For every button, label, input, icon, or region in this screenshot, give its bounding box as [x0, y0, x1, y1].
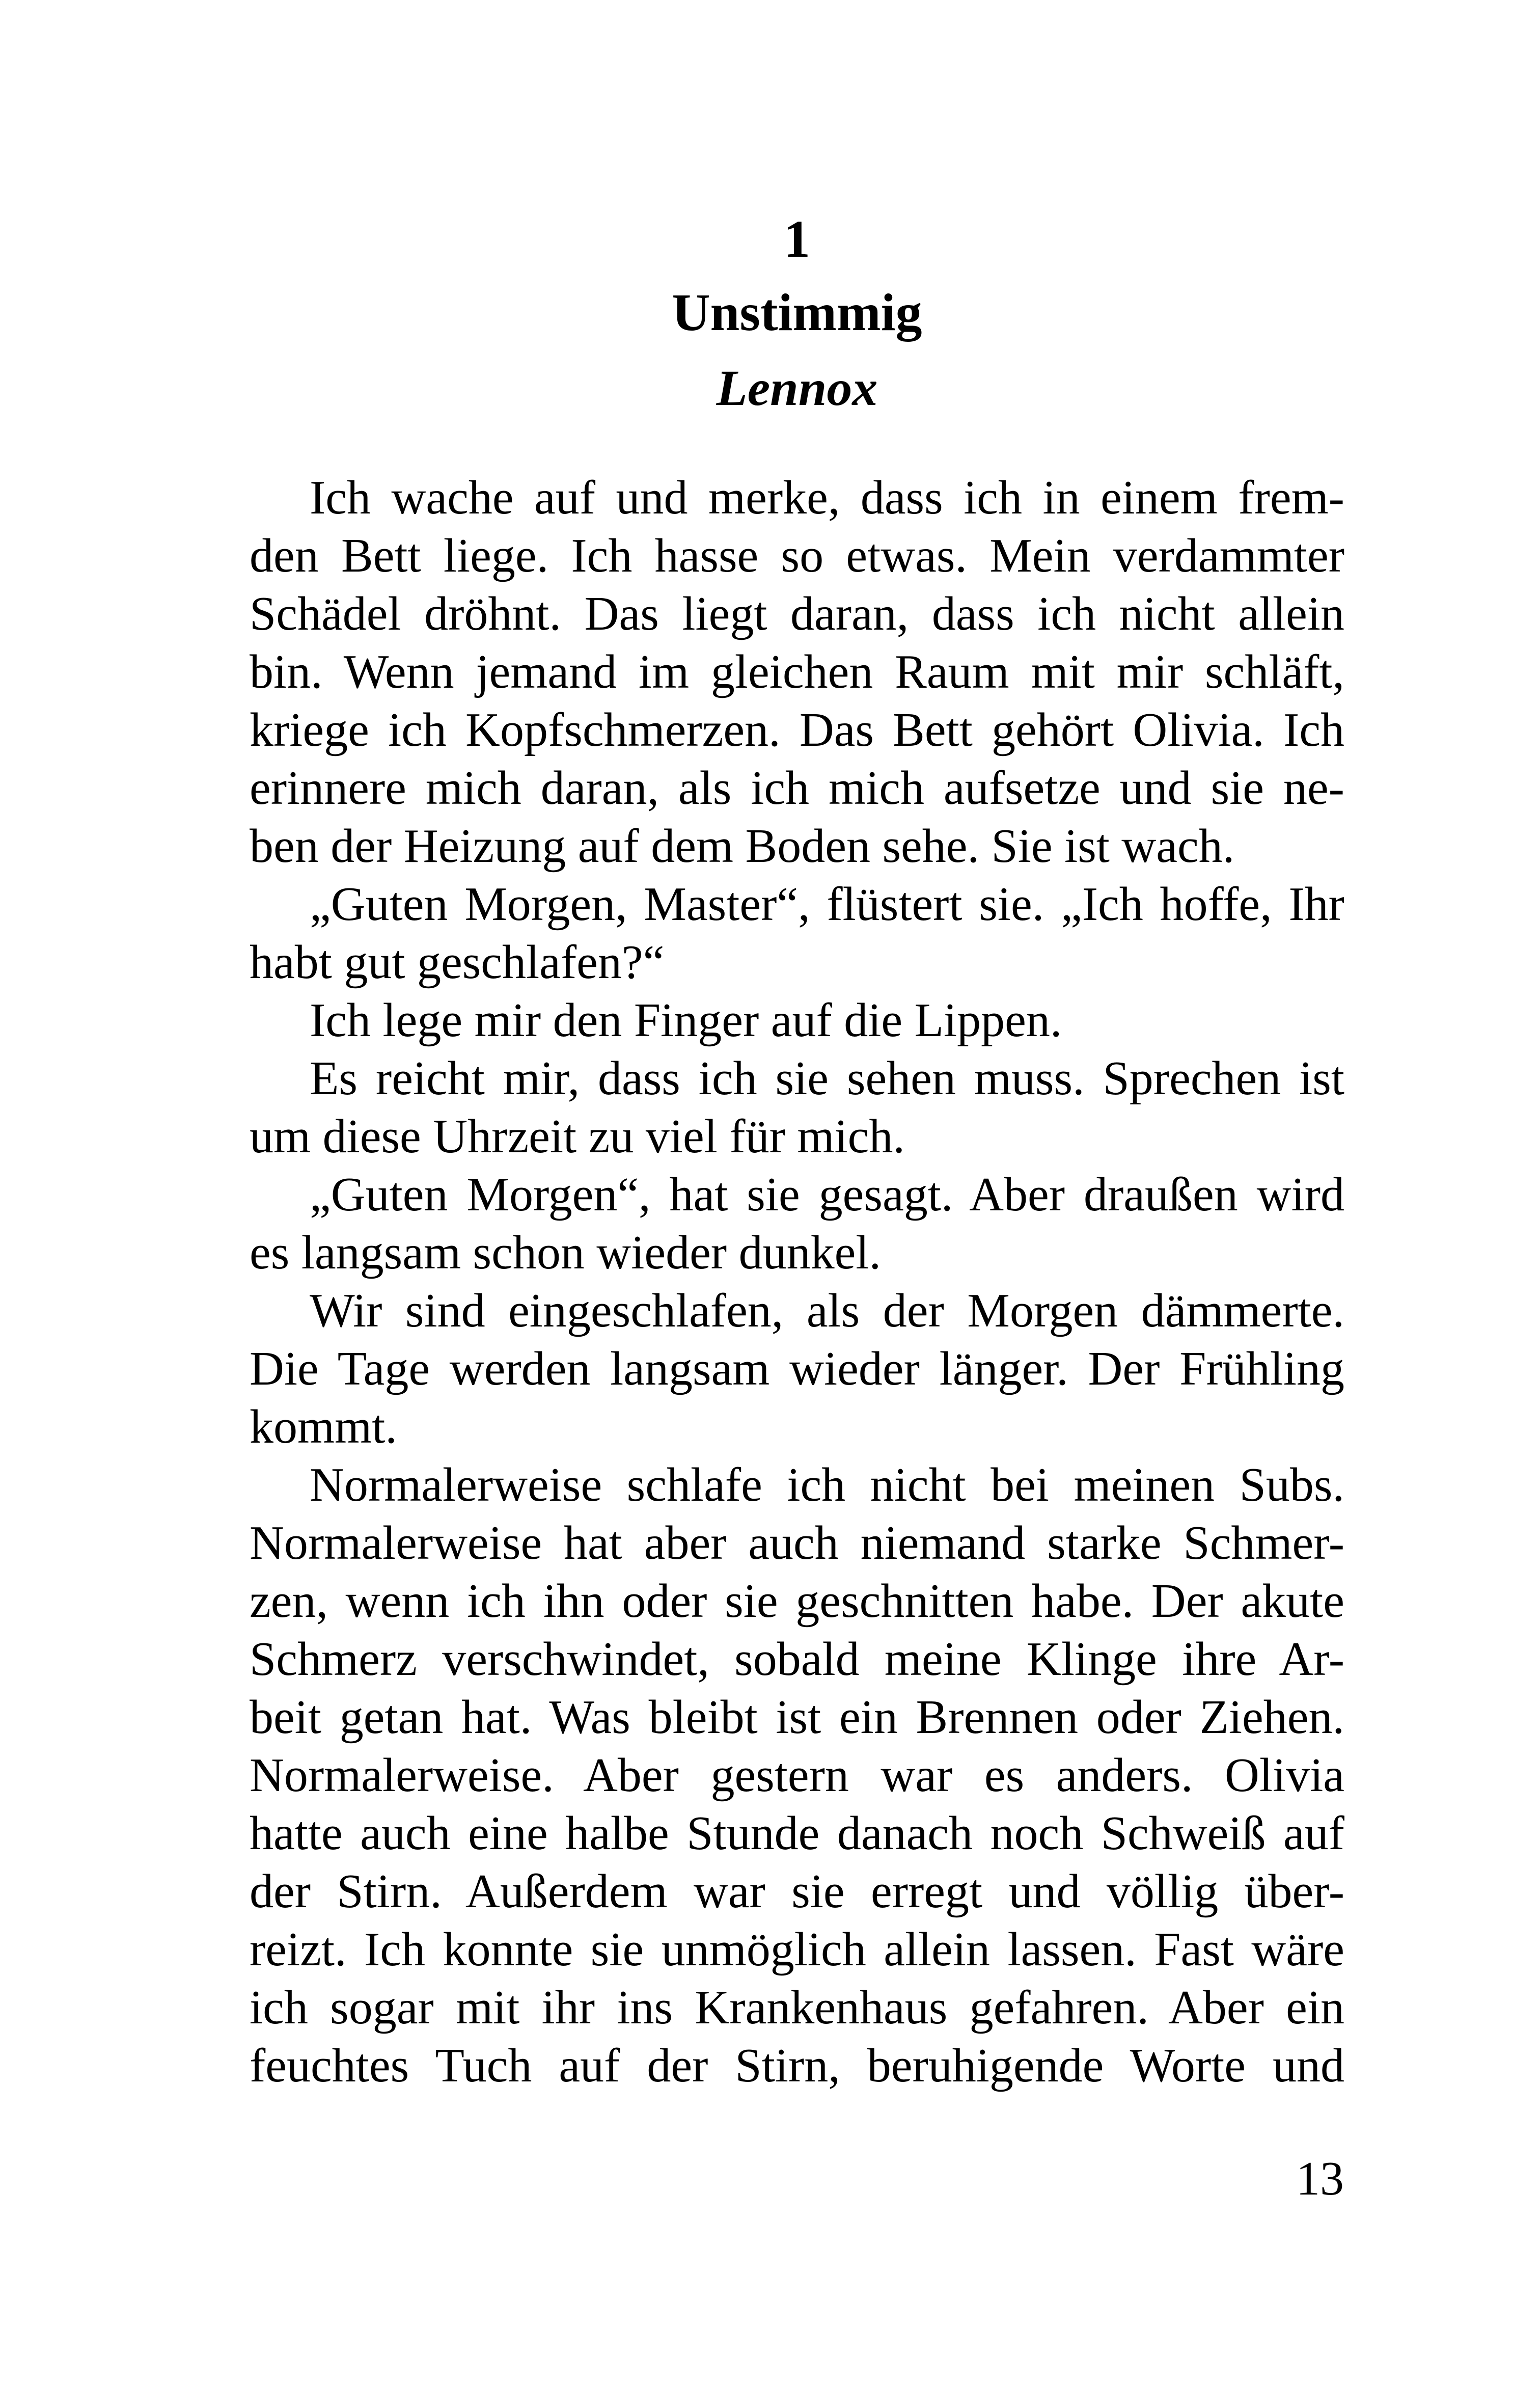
text-line: erinnere mich daran, als ich mich aufsetze und sie ne-	[250, 762, 1344, 815]
text-line: der Stirn. Außerdem war sie erregt und völlig über-	[250, 1865, 1344, 1918]
text-line: reizt. Ich konnte sie unmöglich allein lassen. Fast wäre	[250, 1923, 1344, 1976]
text-line: es langsam schon wieder dunkel.	[250, 1226, 881, 1279]
text-line: bin. Wenn jemand im gleichen Raum mit mir schläft,	[250, 645, 1344, 698]
text-line: zen, wenn ich ihn oder sie geschnitten habe. Der akute	[250, 1575, 1344, 1628]
text-line: habt gut geschlafen?“	[250, 936, 665, 989]
chapter-pov-name: Lennox	[716, 360, 878, 416]
paragraph-first-line: „Guten Morgen, Master“, flüstert sie. „Ich hoffe, Ihr	[310, 878, 1344, 931]
text-line: Normalerweise. Aber gestern war es anders. Olivia	[250, 1749, 1344, 1802]
chapter-title: Unstimmig	[672, 283, 922, 342]
text-line: den Bett liege. Ich hasse so etwas. Mein verdammter	[250, 529, 1344, 582]
text-line: um diese Uhrzeit zu viel für mich.	[250, 1110, 905, 1163]
text-line: Schädel dröhnt. Das liegt daran, dass ich nicht allein	[250, 587, 1344, 640]
text-line: hatte auch eine halbe Stunde danach noch Schweiß auf	[250, 1807, 1344, 1860]
body-text	[250, 469, 1344, 2095]
paragraph-first-line: „Guten Morgen“, hat sie gesagt. Aber draußen wird	[310, 1168, 1344, 1221]
chapter-number: 1	[784, 210, 810, 268]
paragraph-first-line: Ich wache auf und merke, dass ich in einem frem-	[310, 471, 1344, 524]
paragraph-first-line: Normalerweise schlafe ich nicht bei meinen Subs.	[310, 1458, 1344, 1511]
paragraph-first-line: Wir sind eingeschlafen, als der Morgen dämmerte.	[310, 1284, 1344, 1337]
paragraph-first-line: Es reicht mir, dass ich sie sehen muss. Sprechen ist	[310, 1052, 1344, 1105]
page-number: 13	[1296, 2152, 1344, 2205]
text-line: kommt.	[250, 1400, 397, 1453]
text-line: ben der Heizung auf dem Boden sehe. Sie ist wach.	[250, 820, 1235, 873]
text-line: beit getan hat. Was bleibt ist ein Brennen oder Ziehen.	[250, 1691, 1344, 1744]
text-line: Schmerz verschwindet, sobald meine Klinge ihre Ar-	[250, 1633, 1344, 1686]
text-line: ich sogar mit ihr ins Krankenhaus gefahren. Aber ein	[250, 1981, 1344, 2034]
text-line: feuchtes Tuch auf der Stirn, beruhigende Worte und	[250, 2039, 1344, 2092]
text-line: Die Tage werden langsam wieder länger. Der Frühling	[250, 1342, 1344, 1395]
paragraph-first-line: Ich lege mir den Finger auf die Lippen.	[310, 994, 1062, 1047]
text-line: kriege ich Kopfschmerzen. Das Bett gehört Olivia. Ich	[250, 703, 1344, 756]
text-line: Normalerweise hat aber auch niemand starke Schmer-	[250, 1517, 1344, 1569]
